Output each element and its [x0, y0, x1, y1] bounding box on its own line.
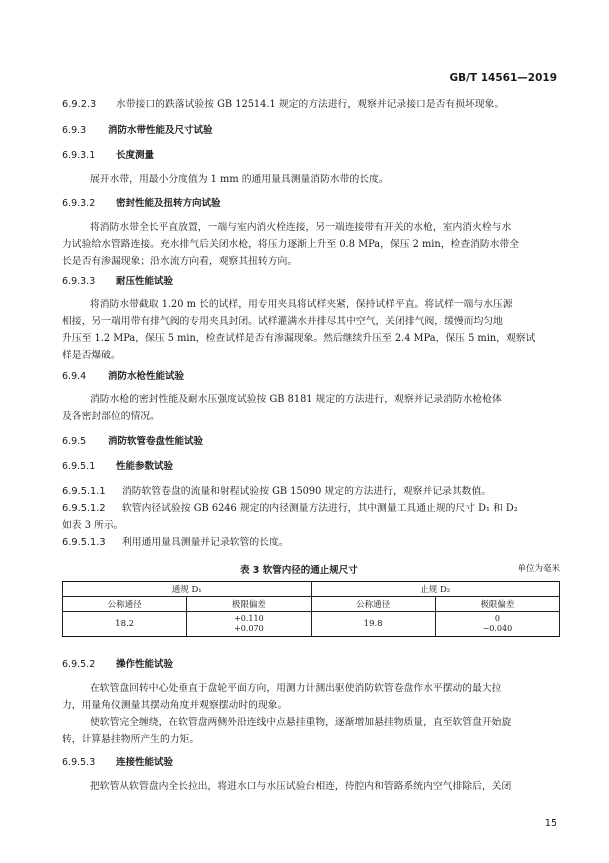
body-text: 将消防水带全长平直放置，一端与室内消火栓连接，另一端连接带有开关的水枪，室内消火栓与水 [90, 222, 512, 233]
body-text: 消防水枪的密封性能及耐水压强度试验按 GB 8181 规定的方法进行，观察并记录消防水枪枪体 [90, 394, 502, 405]
heading-text: 密封性能及扭转方向试验 [116, 198, 221, 209]
nogo-nominal-value: 19.8 [311, 612, 435, 637]
page-number: 15 [544, 818, 557, 829]
clause-6-9-5-1-1 [62, 485, 560, 499]
body-text: 力试验给水管路连接。充水排气后关闭水枪，将压力逐渐上升至 0.8 MPa，保压 2 min，检查消防水带全 [62, 239, 520, 250]
tolerance-upper: +0.110 [234, 614, 264, 623]
table-caption [62, 562, 560, 576]
clause-text: 利用通用量具测量并记录软管的长度。 [122, 537, 289, 548]
clause-number: 6.9.5.2 [62, 659, 96, 670]
clause-number: 6.9.5.1 [62, 461, 96, 472]
standard-code: GB/T 14561—2019 [449, 72, 557, 84]
col-tolerance: 极限偏差 [435, 597, 559, 612]
heading-6-9-3 [62, 124, 560, 138]
nogo-tolerance-cell [435, 612, 559, 637]
body-text: 长是否有渗漏现象；沿水流方向看，观察其扭转方向。 [62, 256, 298, 267]
body-text: 力，用量角仪测量其摆动角度并观察摆动时的现象。 [62, 700, 288, 711]
clause-text: 软管内径试验按 GB 6246 规定的内径测量方法进行，其中测量工具通止规的尺寸 D₁ 和 D₂ [122, 503, 518, 514]
clause-number: 6.9.3 [62, 125, 87, 136]
clause-text: 消防软管卷盘的流量和射程试验按 GB 15090 规定的方法进行，观察并记录其数值。 [122, 486, 492, 497]
tolerance-upper: 0 [494, 614, 500, 623]
heading-6-9-5-3 [62, 756, 560, 770]
heading-text: 消防水枪性能试验 [108, 371, 185, 382]
col-tolerance: 极限偏差 [187, 597, 311, 612]
heading-6-9-5 [62, 435, 560, 449]
clause-number: 6.9.5.1.3 [62, 537, 106, 548]
heading-6-9-3-2 [62, 197, 560, 211]
go-tolerance-cell [187, 612, 311, 637]
body-text: 展开水带，用最小分度值为 1 mm 的通用量具测量消防水带的长度。 [90, 174, 389, 185]
clause-number: 6.9.3.1 [62, 150, 96, 161]
heading-text: 消防软管卷盘性能试验 [108, 436, 204, 447]
col-nominal: 公称通径 [63, 597, 187, 612]
go-nominal-value: 18.2 [63, 612, 187, 637]
clause-6-9-5-1-2 [62, 502, 560, 516]
clause-6-9-5-1-3 [62, 536, 560, 550]
clause-number: 6.9.5.3 [62, 757, 96, 768]
header-nogo-gauge: 止规 D₂ [311, 582, 560, 597]
table-unit: 单位为毫米 [517, 564, 560, 574]
body-text: 相接，另一端用带有排气阀的专用夹具封闭。试样灌满水并排尽其中空气，关闭排气阀，缓慢而均匀地 [62, 316, 503, 327]
heading-6-9-5-1 [62, 460, 560, 474]
body-text: 使软管完全缠绕，在软管盘两侧外沿连线中点悬挂重物，逐渐增加悬挂物质量，直至软管盘开始旋 [90, 717, 512, 728]
clause-number: 6.9.3.3 [62, 276, 96, 287]
col-nominal: 公称通径 [311, 597, 435, 612]
clause-number: 6.9.3.2 [62, 198, 96, 209]
clause-number: 6.9.2.3 [62, 99, 97, 110]
heading-text: 操作性能试验 [116, 659, 174, 670]
body-text: 将消防水带截取 1.20 m 长的试样，用专用夹具将试样夹紧，保持试样平直。将试样一端与水压源 [90, 299, 513, 310]
body-text: 把软管从软管盘内全长拉出，将进水口与水压试验台相连，待腔内和管路系统内空气排除后，关闭 [90, 781, 512, 792]
heading-6-9-5-2 [62, 658, 560, 672]
body-text: 在软管盘回转中心处垂直于盘轮平面方向，用测力计测出驱使消防软管卷盘作水平摆动的最大拉 [90, 683, 502, 694]
clause-number: 6.9.5.1.2 [62, 503, 106, 514]
clause-6-9-2-3 [62, 98, 560, 112]
heading-6-9-4 [62, 370, 560, 384]
table-3 [62, 581, 560, 637]
clause-number: 6.9.5.1.1 [62, 486, 106, 497]
tolerance-lower: +0.070 [234, 624, 264, 633]
clause-text: 水带接口的跌落试验按 GB 12514.1 规定的方法进行，观察并记录接口是否有损坏现象。 [116, 99, 505, 110]
heading-6-9-3-1 [62, 149, 560, 163]
heading-text: 消防水带性能及尺寸试验 [108, 125, 213, 136]
table-title: 表 3 软管内径的通止规尺寸 [240, 565, 358, 576]
heading-text: 耐压性能试验 [116, 276, 174, 287]
header-go-gauge: 通规 D₁ [63, 582, 312, 597]
heading-6-9-3-3 [62, 275, 560, 289]
body-text: 及各密封部位的情况。 [62, 411, 160, 422]
body-text: 转，计算悬挂物所产生的力矩。 [62, 734, 200, 745]
tolerance-lower: −0.040 [482, 624, 513, 633]
body-text: 如表 3 所示。 [62, 520, 124, 531]
body-text: 样是否爆破。 [62, 350, 121, 361]
body-text: 升压至 1.2 MPa，保压 5 min，检查试样是否有渗漏现象。然后继续升压至 2.4 MPa，保压 5 min，观察试 [62, 333, 536, 344]
heading-text: 性能参数试验 [116, 461, 174, 472]
clause-number: 6.9.5 [62, 436, 87, 447]
heading-text: 连接性能试验 [116, 757, 174, 768]
clause-number: 6.9.4 [62, 371, 87, 382]
heading-text: 长度测量 [116, 150, 155, 161]
